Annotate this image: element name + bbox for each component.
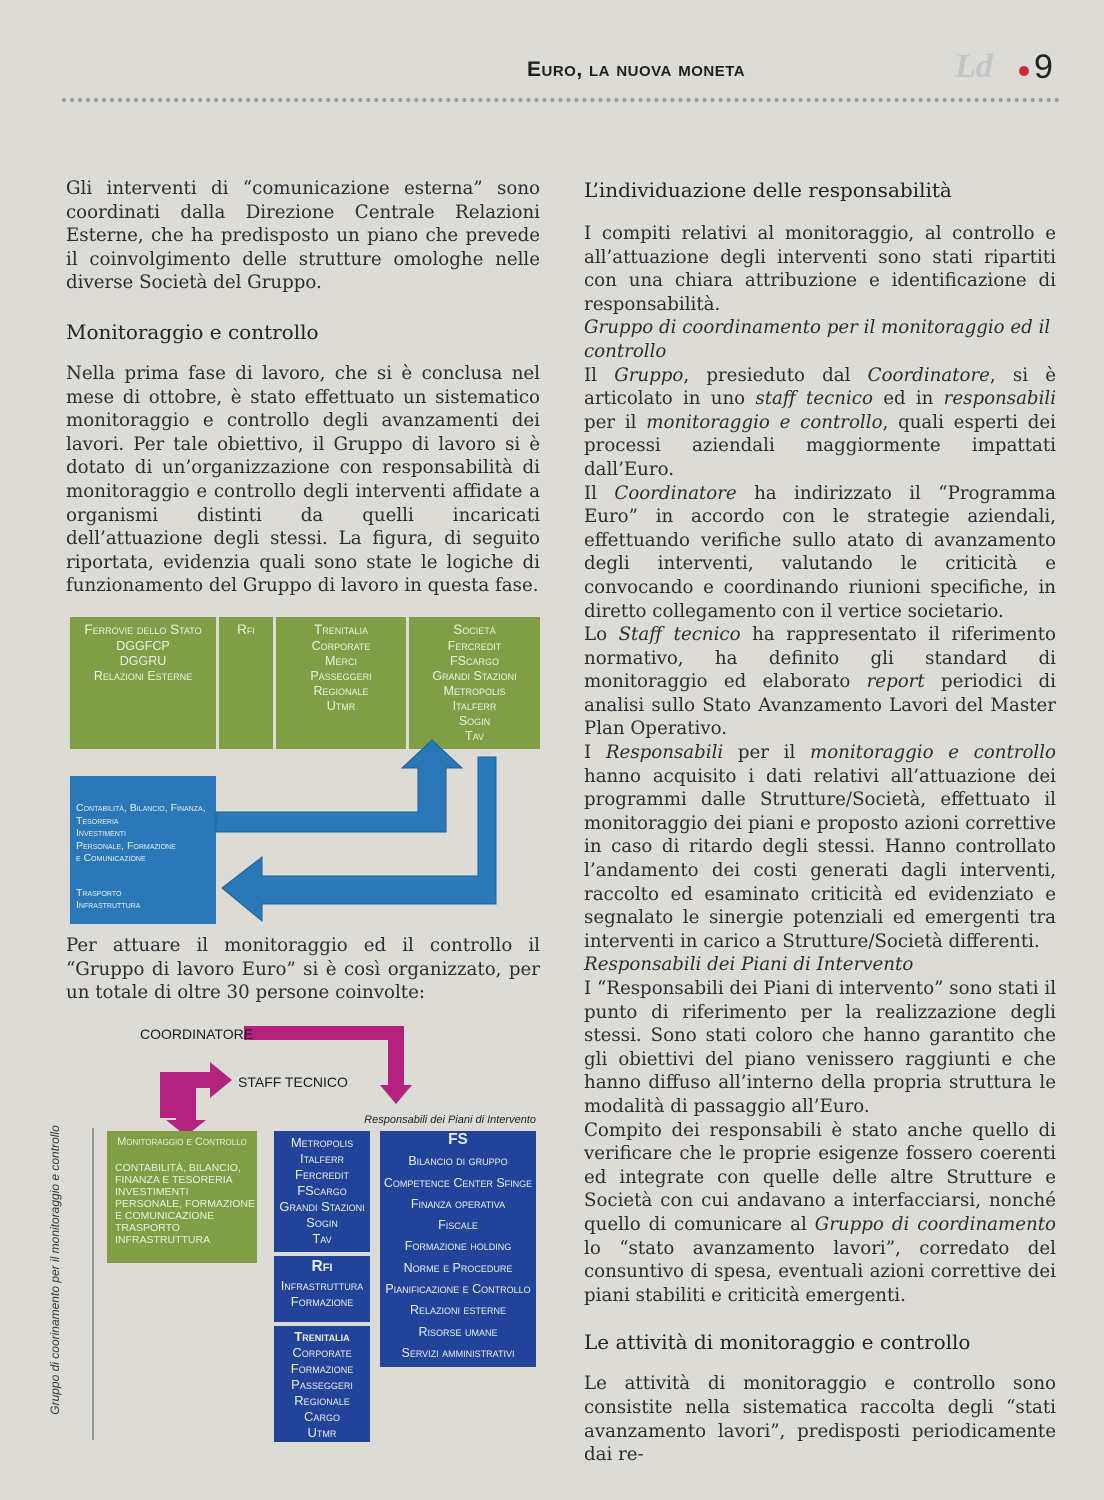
paragraph-coordinatore: Il Coordinatore ha indirizzato il “Programma Euro” in accordo con le strategie aziendali, effettuando verifiche sullo atato di avanzamento degli interventi, valutando le criticità e convocando e coordinando riunioni specifiche, in diretto collegamento con il vertice societario. — [584, 482, 1056, 622]
paragraph-piani: I “Responsabili dei Piani di intervento” sono stati il punto di riferimento per la realizzazione degli stessi. Sono stati coloro che hanno garantito che gli obiettivi del piano venissero raggiunti e che hanno diffuso all’interno della propria struttura le modalità di passaggio all’Euro. — [584, 978, 1057, 1117]
paragraph-compiti: I compiti relativi al monitoraggio, al controllo e all’attuazione degli interventi sono stati ripartiti con una chiara attribuzione e identificazione di responsabilità. — [584, 223, 1056, 315]
subheading-piani: Responsabili dei Piani di Intervento — [584, 954, 914, 976]
subheading-gruppo: Gruppo di coordinamento per il monitoraggio ed il controllo — [584, 317, 1051, 362]
paragraph-staff: Lo Staff tecnico ha rappresentato il riferimento normativo, ha definito gli standard di monitoraggio ed elaborato report periodici di analisi sullo Stato Avanzamento Lavori del Master Plan Operativo. — [584, 624, 1056, 740]
paragraph-responsabili: I Responsabili per il monitoraggio e controllo hanno acquisito i dati relativi all’attuazione dei programmi dalle Strutture/Società, effettuato il monitoraggio dei piani e proposto azioni correttive in caso di ritardo degli stessi. Hanno controllato l’andamento dei costi generati dagli interventi, raccolto ed esaminato criticità ed evidenziato e segnalato le sinergie potenziali ed emergenti tra interventi in carico a Strutture/Società differenti. — [584, 742, 1056, 952]
magazine-logo: Ld — [955, 48, 993, 85]
side-label: Gruppo di coorinamento per il monitoraggio e controllo — [48, 1125, 62, 1415]
paragraph-compito: Compito dei responsabili è stato anche quello di verificare che le proprie esigenze fossero coerenti ed integrate con quelle delle altre Strutture e Società con cui andavano a interfacciarsi, nonché quello di comunicare al Gruppo di coordinamento lo “stato avanzamento lavori”, corredato del consuntivo di spesa, eventuali azioni correttive dei piani stabiliti e criticità emergenti. — [584, 1119, 1056, 1306]
trenitalia-rpi-box: Trenitalia Corporate Formazione Passeggeri Regionale Cargo Utmr — [274, 1326, 370, 1442]
heading-responsabilita: L’individuazione delle responsabilità — [584, 178, 952, 202]
section-heading-monitoraggio: Monitoraggio e controllo — [66, 319, 319, 344]
paragraph-gruppo: Il Gruppo, presieduto dal Coordinatore, si è articolato in uno staff tecnico ed in responsabili per il monitoraggio e controllo, quali esperti dei processi aziendali maggiormente impattati dall’Euro. — [584, 364, 1057, 480]
blue-functions-box: Contabilità, Bilancio, Finanza, Tesoreria Investimenti Personale, Formazione e Comunicazione Trasporto Infrastruttura — [70, 776, 216, 924]
rfi-rpi-box: Rfi Infrastruttura Formazione — [274, 1256, 370, 1322]
coordinatore-label: COORDINATORE — [140, 1026, 254, 1042]
rpi-label: Responsabili dei Piani di Intervento — [364, 1114, 536, 1126]
trenitalia-box: Trenitalia Corporate Merci Passeggeri Regionale Utmr — [276, 617, 406, 749]
monitoraggio-paragraph: Nella prima fase di lavoro, che si è conclusa nel mese di ottobre, è stato effettuato un sistematico monitoraggio e controllo degli avanzamenti dei lavori. Per tale obiettivo, il Gruppo di lavoro si è dotato di un’organizzazione con responsabilità di monitoraggio e controllo degli interventi affidate a organismi distinti da quelli incaricati dell’attuazione degli stessi. La figura, di seguito riportata, evidenzia quali sono state le logiche di funzionamento del Gruppo di lavoro in questa fase. — [66, 362, 540, 597]
monitoraggio-box: Monitoraggio e Controllo CONTABILITÀ, BILANCIO, FINANZA E TESORERIA INVESTIMENTI PERSONALE, FORMAZIONE E COMUNICAZIONE TRASPORTO INFRASTRUTTURA — [107, 1131, 257, 1263]
paragraph-attivita: Le attività di monitoraggio e controllo sono consistite nella sistematica raccolta degli “stati avanzamento lavori”, predisposti periodicamente dai re- — [584, 1373, 1056, 1466]
rfi-box: Rfi — [219, 617, 273, 749]
fs-box: Ferrovie dello Stato DGGFCP DGGRU Relazioni Esterne — [70, 617, 216, 749]
societa-box: Società Fercredit FScargo Grandi Stazioni Metropolis Italferr Sogin Tav — [409, 617, 540, 749]
heading-attivita: Le attività di monitoraggio e controllo — [584, 1330, 971, 1355]
staff-tecnico-label: STAFF TECNICO — [238, 1074, 348, 1090]
page-number: 9 — [1034, 48, 1053, 86]
intro-paragraph: Gli interventi di “comunicazione esterna” sono coordinati dalla Direzione Centrale Relazioni Esterne, che ha predisposto un piano che prevede il coinvolgimento delle strutture omologhe nelle diverse Società del Gruppo. — [66, 178, 540, 294]
societa-rpi-box: Metropolis Italferr Fercredit FScargo Grandi Stazioni Sogin Tav — [274, 1131, 370, 1252]
right-column — [584, 177, 1056, 1467]
organization-paragraph: Per attuare il monitoraggio ed il controllo il “Gruppo di lavoro Euro” si è così organizzato, per un totale di oltre 30 persone coinvolte: — [66, 935, 540, 1004]
coordinator-arrow — [244, 1026, 412, 1104]
running-header-title: Euro, la nuova moneta — [527, 58, 746, 81]
fs-rpi-box: FS Bilancio di gruppo Competence Center Sfinge Finanza operativa Fiscale Formazione holding Norme e Procedure Pianificazione e Controllo Relazioni esterne Risorse umane Servizi amministrativi — [380, 1131, 536, 1367]
